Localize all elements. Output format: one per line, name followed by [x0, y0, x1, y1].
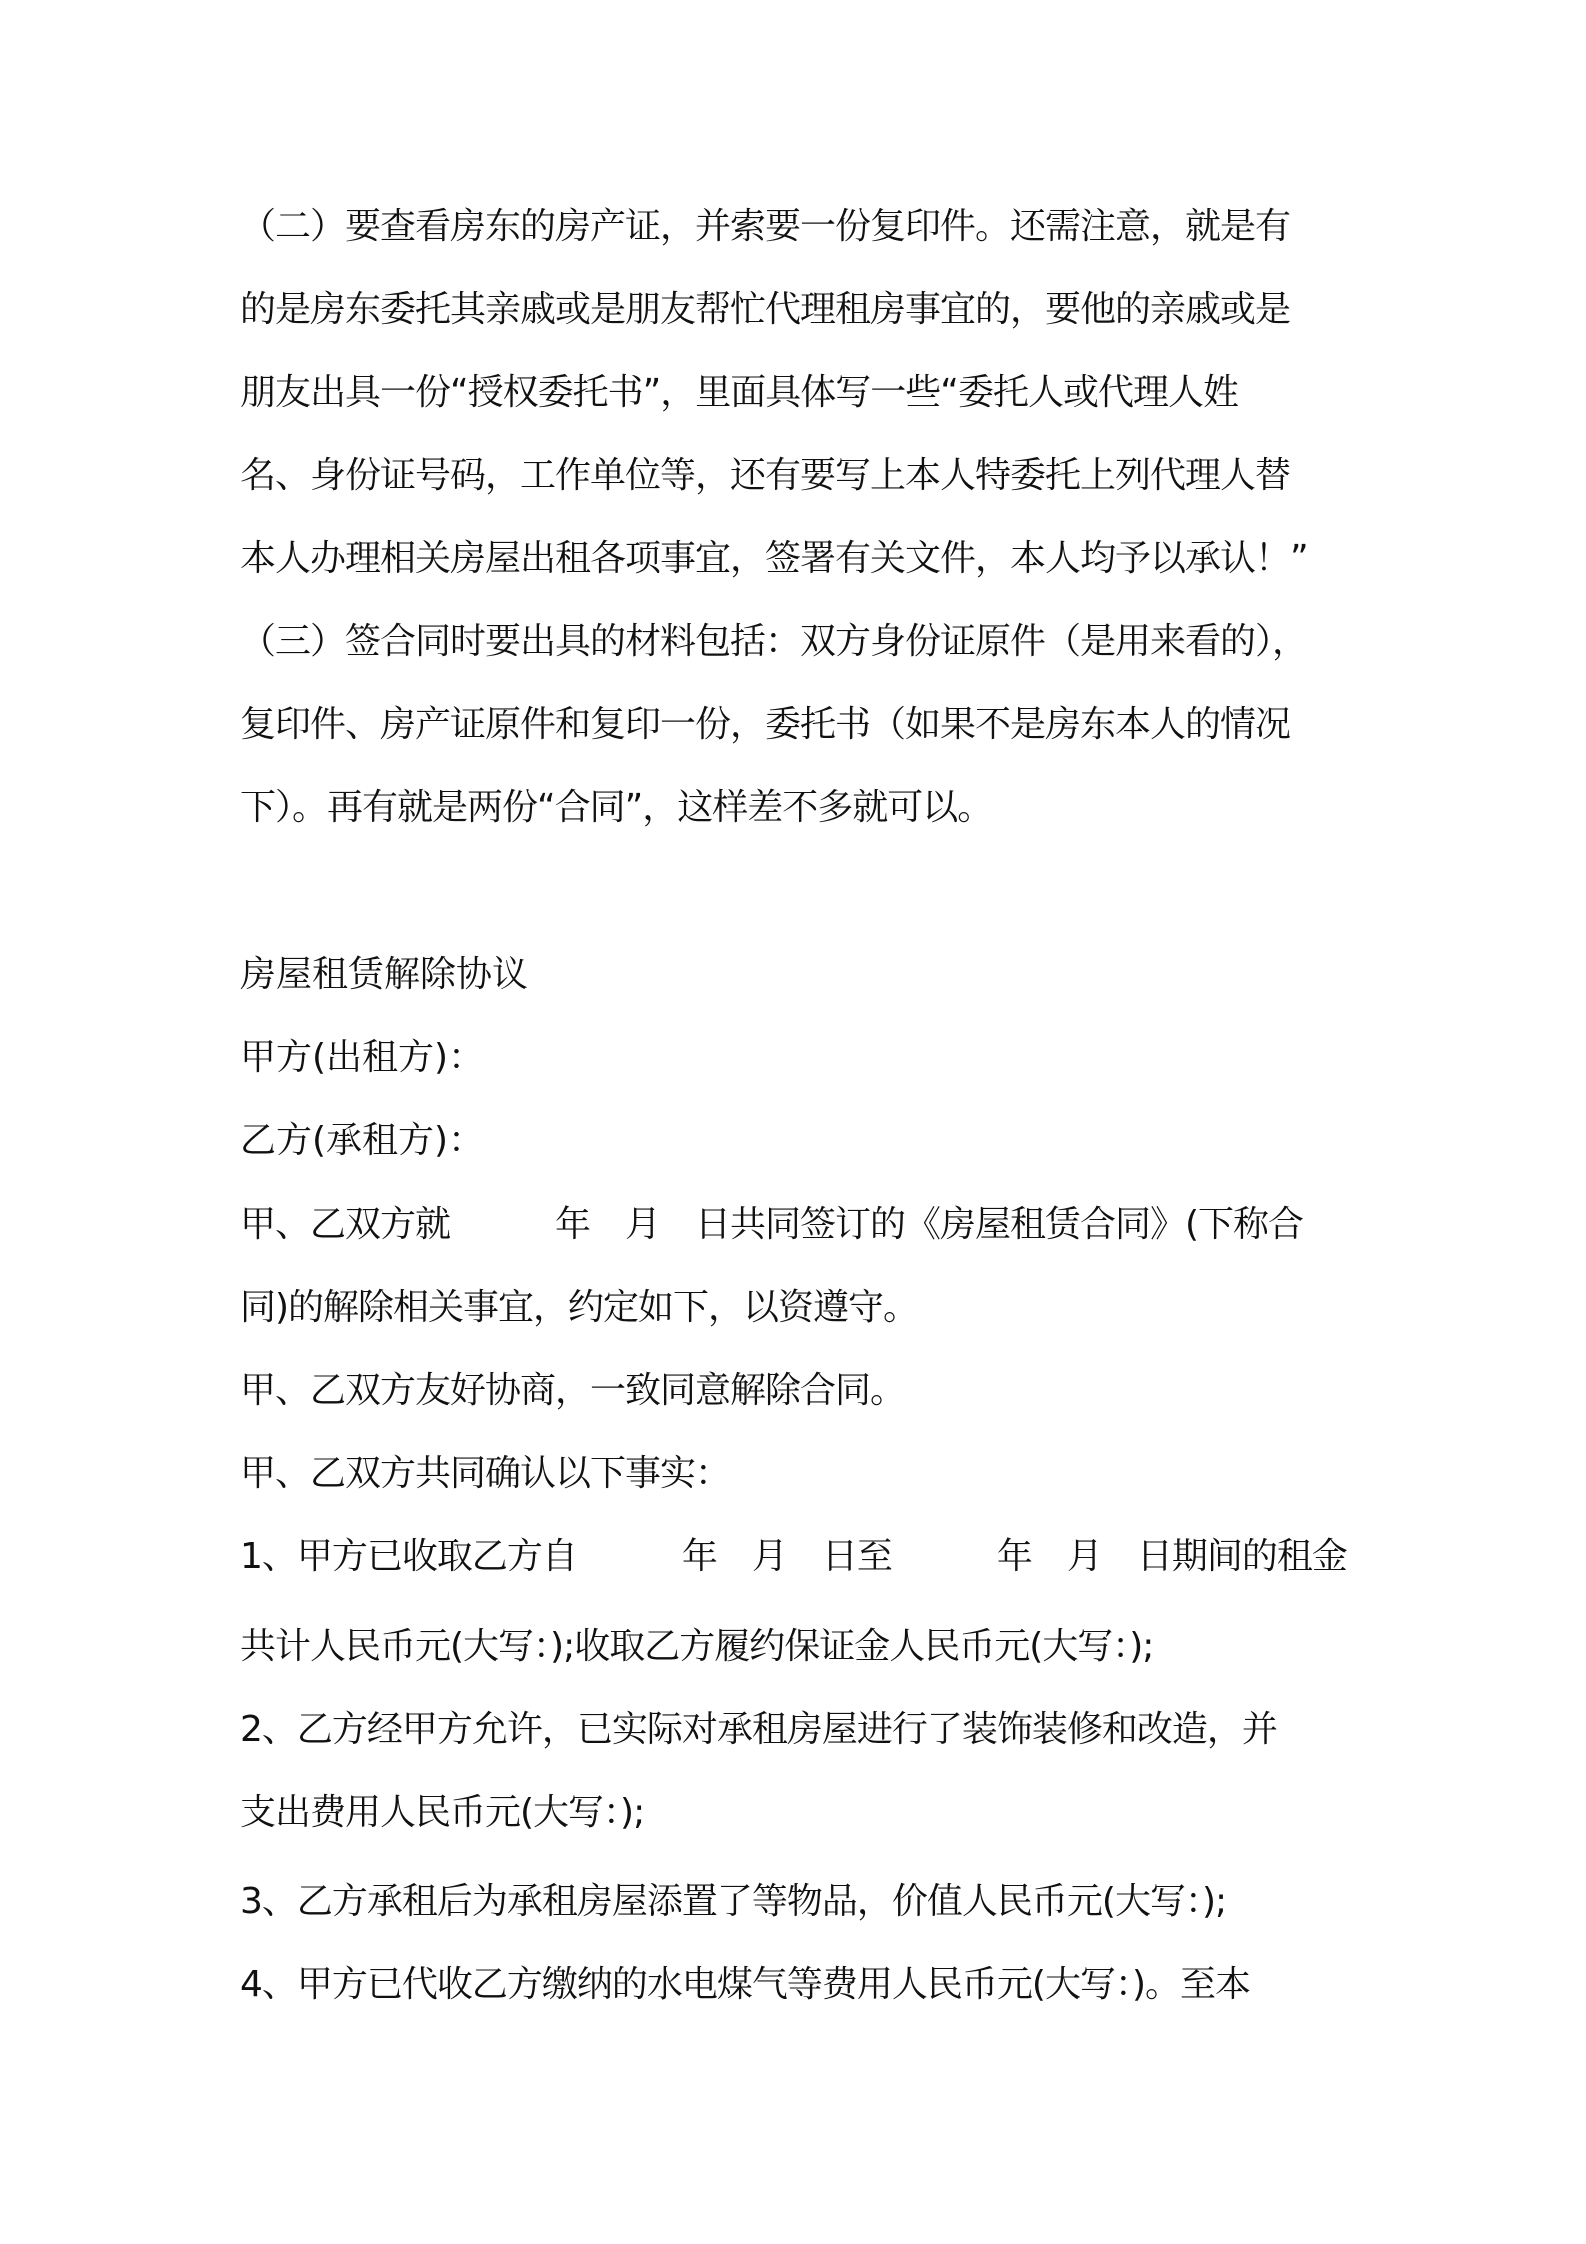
agreement-line-6: 共计人民币元(大写：);收取乙方履约保证金人民币元(大写：); [240, 1626, 1154, 1667]
agreement-line-5: 1、甲方已收取乙方自 年 月 日至 年 月 日期间的租金 [240, 1536, 1347, 1577]
agreement-line-9: 3、乙方承租后为承租房屋添置了等物品，价值人民币元(大写：); [240, 1881, 1227, 1922]
intro-line-5: 本人办理相关房屋出租各项事宜，签署有关文件，本人均予以承认！” [240, 538, 1308, 579]
intro-line-3: 朋友出具一份“授权委托书”，里面具体写一些“委托人或代理人姓 [240, 372, 1238, 413]
intro-line-1: （二）要查看房东的房产证，并索要一份复印件。还需注意，就是有 [240, 206, 1291, 247]
agreement-line-2: 同)的解除相关事宜，约定如下，以资遵守。 [240, 1287, 919, 1328]
intro-line-4: 名、身份证号码，工作单位等，还有要写上本人特委托上列代理人替 [240, 455, 1291, 496]
party-b-label: 乙方(承租方)： [240, 1120, 485, 1161]
intro-line-7: 复印件、房产证原件和复印一份，委托书（如果不是房东本人的情况 [240, 704, 1291, 745]
agreement-line-1: 甲、乙双方就 年 月 日共同签订的《房屋租赁合同》(下称合 [240, 1204, 1304, 1245]
intro-line-8: 下）。再有就是两份“合同”，这样差不多就可以。 [240, 787, 993, 828]
agreement-line-7: 2、乙方经甲方允许，已实际对承租房屋进行了装饰装修和改造，并 [240, 1709, 1277, 1750]
intro-line-6: （三）签合同时要出具的材料包括：双方身份证原件（是用来看的）， [240, 621, 1308, 662]
party-a-label: 甲方(出租方)： [240, 1037, 485, 1078]
agreement-line-3: 甲、乙双方友好协商，一致同意解除合同。 [240, 1370, 906, 1411]
intro-line-2: 的是房东委托其亲戚或是朋友帮忙代理租房事宜的，要他的亲戚或是 [240, 289, 1291, 330]
agreement-line-10: 4、甲方已代收乙方缴纳的水电煤气等费用人民币元(大写：)。至本 [240, 1964, 1250, 2005]
agreement-line-4: 甲、乙双方共同确认以下事实： [240, 1453, 731, 1494]
agreement-line-8: 支出费用人民币元(大写：); [240, 1792, 645, 1833]
agreement-title: 房屋租赁解除协议 [240, 954, 529, 995]
